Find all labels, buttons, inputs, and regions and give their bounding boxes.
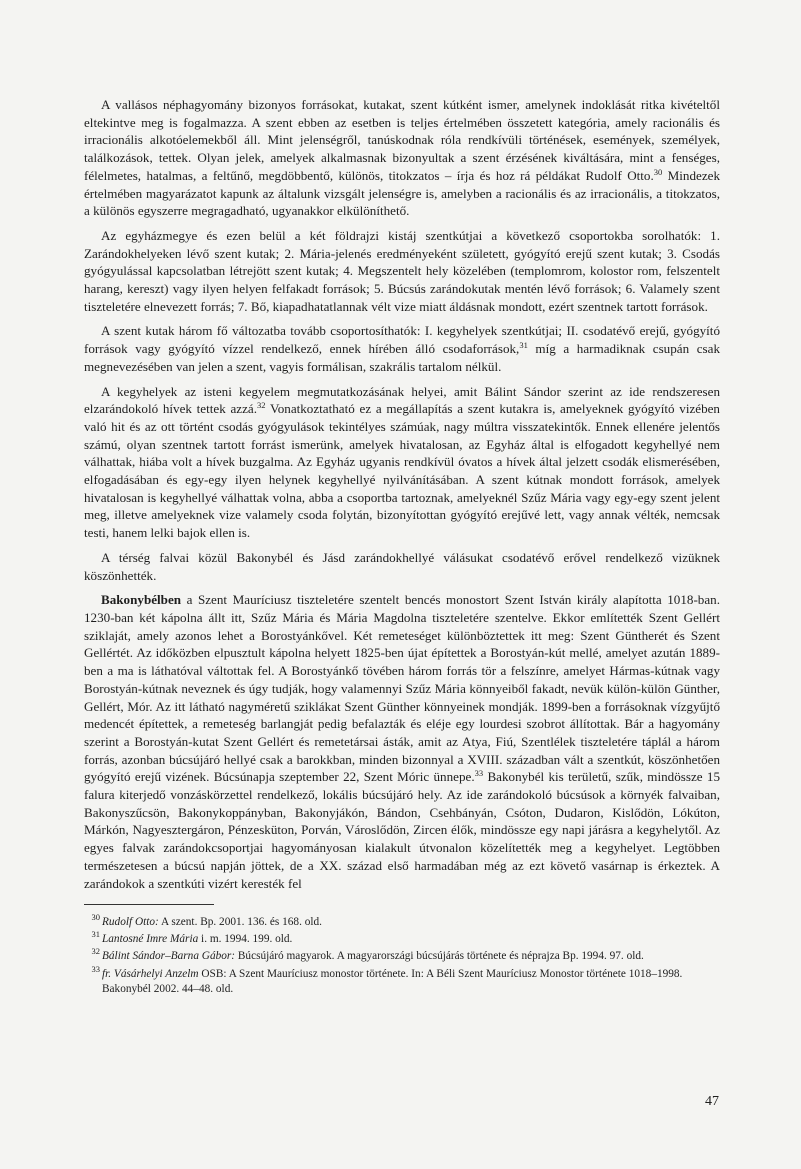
paragraph	[84, 383, 720, 542]
paragraph	[84, 549, 720, 584]
footnote-ref: 31	[519, 340, 528, 351]
footnote-text: OSB: A Szent Mauríciusz monostor története. In: A Béli Szent Mauríciusz Monostor története 1018–1998. Bakonybél 2002. 44–48. old.	[102, 967, 683, 995]
footnote-text: i. m. 1994. 199. old.	[198, 933, 293, 946]
text-run: Vonatkoztatható ez a megállapítás a szent kutakra is, amelyeknek gyógyító vizében való hit és az ott történt csodás gyógyulások tekintélyes számúak, nagy múltra visszatekintők. Ennek ellenére jelentős számú, olyan szentnek tartott forrást ismerünk, amelyek hivatalosan, az Egyház által is elfogadott kegyhellyé nem válhattak, hiába volt a hívek buzgalma. Az Egyház ugyanis rendkívül óvatos a hívek által jelzett csodák elismerésében, elfogadásában és egy-egy ilyen helynek kegyhellyé nyilvánításában. A szent kútnak mondott források, amelyek hivatalosan is kegyhellyé válhattak volna, abba a csoportba tartoznak, amelyeknél Szűz Mária vagy egy-egy szent jelent meg, illetve amelyeknek vize valamely csoda folytán, bizonyítottan gyógyító erejűvé lett, vagy annak vélték, nemcsak testi, hanem lelki bajok ellen is.	[84, 401, 720, 541]
text-run: A vallásos néphagyomány bizonyos forrásokat, kutakat, szent kútként ismer, amelynek indoklását ritka kivételtől eltekintve meg is fogalmazza. A szent ebben az esetben is teljes értelmében összetett kategória, amely racionális és irracionális alkotóelemekből áll. Mint jelenségről, tanúskodnak róla rendkívüli történések, események, személyek, találkozások, tettek. Olyan jelek, amelyek alkalmasnak bizonyultak a szent érzésének kiváltására, mint a fenséges, félelmetes, hatalmas, a feltűnő, megdöbbentő, különös, titokzatos – írja és hoz rá példákat Rudolf Otto.	[84, 97, 720, 183]
footnote-author: Lantosné Imre Mária	[102, 933, 199, 946]
text-run: Mindezek értelmében magyarázatot kapunk az általunk vizsgált jelenségre is, amelyben a racionális és az irracionális, a titokzatos, a különös egyszerre megragadható, ugyanakkor elkülöníthető.	[84, 167, 720, 219]
text-run: Bakonybél kis területű, szűk, mindössze 15 falura kiterjedő vonzáskörzettel rendelkező, lokális búcsújáró hely. Az ide zarándokoló búcsúsok a környék falvaiban, Bakonyszűcsön, Bakonykoppányban, Bakonyjákón, Bándon, Csehbányán, Csóton, Dudaron, Kislődön, Lókúton, Márkón, Nagyesztergáron, Pénzesküton, Porván, Városlődön, Zircen élők, mindössze egy napi járásra a kegyhelytől. Az egyes falvak zarándokcsoportjai hagyományosan kialakult útvonalon közelítették meg a kegyhelyet. Legtöbben természetesen a búcsú napján jöttek, de a XX. század első harmadában még az ezt követő vasárnap is érkeztek. A zarándokok a szentkúti vizért keresték fel	[84, 769, 721, 891]
text-run: Az egyházmegye és ezen belül a két földrajzi kistáj szentkútjai a következő csoportokba sorolhatók: 1. Zarándokhelyeken lévő szent kutak; 2. Mária-jelenés eredményeként született, gyógyító erejű szent kutak; 3. Csodás gyógyulással kapcsolatban létrejött szent kutak; 4. Megszentelt hely közelében (templomrom, kolostor rom, felszentelt harang, kereszt) vagy ilyen helyen felfakadt források; 5. Búcsús zarándokutak mentén lévő források; 6. Valamely szent tiszteletére elnevezett forrás; 7. Bő, kiapadhatatlannak vélt vize miatt áldásnak mondott, ezért szentnek tartott források.	[84, 227, 720, 314]
text-run: A szent kutak három fő változatba tovább csoportosíthatók: I. kegyhelyek szentkútjai; II. csodatévő erejű, gyógyító források vagy gyógyító vízzel rendelkező, ennek hírében álló csodaforrások,	[84, 323, 720, 357]
paragraph	[84, 227, 720, 316]
footnote-author: Bálint Sándor–Barna Gábor:	[102, 950, 236, 963]
footnote-author: Rudolf Otto:	[102, 916, 159, 929]
footnote-ref: 30	[653, 166, 663, 177]
paragraph	[84, 322, 720, 375]
text-run: A térség falvai közül Bakonybél és Jásd zarándokhellyé válásukat csodatévő erővel rendelkező vizüknek köszönhették.	[84, 549, 720, 583]
footnote-divider	[84, 904, 214, 905]
paragraph	[84, 591, 720, 892]
footnote: $^{30}$ Rudolf Otto: A szent. Bp. 2001. 136. és 168. old.	[91, 912, 322, 929]
main-text	[84, 96, 720, 892]
footnote-text: Búcsújáró magyarok. A magyarországi búcsújárás története és néprajza Bp. 1994. 97. old.	[235, 950, 644, 963]
footnote: $^{31}$ Lantosné Imre Mária i. m. 1994. 199. old.	[91, 929, 293, 946]
paragraph	[84, 96, 720, 220]
page-body	[84, 96, 720, 999]
footnote-ref: 33	[474, 768, 484, 779]
footnote-text: A szent. Bp. 2001. 136. és 168. old.	[158, 916, 322, 929]
place-name-bold: Bakonybélben	[101, 592, 182, 608]
footnote-author: fr. Vásárhelyi Anzelm	[102, 967, 199, 980]
footnote: $^{33}$ fr. Vásárhelyi Anzelm OSB: A Szent Mauríciusz monostor története. In: A Béli Szent Mauríciusz Monostor története 1018–1998. Bakonybél 2002. 44–48. old.	[91, 963, 683, 995]
text-run: míg a harmadiknak csupán csak megnevezésében van jelen a szent, vagyis formálisan, szakrális tartalom nélkül.	[84, 341, 720, 374]
footnote: $^{32}$ Bálint Sándor–Barna Gábor: Búcsújáró magyarok. A magyarországi búcsújárás története és néprajza Bp. 1994. 97. old.	[91, 946, 644, 963]
text-run: A kegyhelyek az isteni kegyelem megmutatkozásának helyei, amit Bálint Sándor szerint az ide rendszeresen elzarándokoló hívek tettek azzá.	[84, 383, 720, 417]
text-run: a Szent Mauríciusz tiszteletére szentelt bencés monostort Szent István király alapította 1018-ban. 1230-ban két kápolna állt itt, Szűz Mária és Mária Magdolna tiszteletére szentelve. Ekkor említették Szent Gellért sziklaját, amely azonos lehet a Borostyánkővel. Két remeteséget különböztettek itt meg: Szent Güntherét és Szent Gellértét. Az időközben elpusztult kápolna helyett 1825-ben újat építettek a Borostyán-kút mellé, amelyet azután 1889-ben a ma is láthatóval váltottak fel. A Borostyánkő tövében három forrás tör a felszínre, amelyet Hármas-kútnak vagy Borostyán-kútnak neveznek és úgy tudják, hogy valamennyi Szűz Mária könnyeiből fakadt, nevük külön-külön Günther, Gellért, Mór. Az itt látható nagyméretű sziklákat Szent Günther könnyeinek mondják. 1899-ben a forrásoknak vízgyűjtő medencét építettek, a remeteség barlangját pedig befalazták és eléje egy lourdesi szobrot állítottak. Bár a hagyomány szerint a Borostyán-kutat Szent Gellért és remetetársai ásták, amit az Atya, Fiú, Szentlélek tiszteletére táplál a három forrás, azonban búcsújáró hellyé csak a barokkban, minden bizonnyal a XVIII. században vált a szentkút, köszönhetően gyógyító erejű vizének. Búcsúnapja szeptember 22, Szent Móric ünnepe.	[84, 592, 720, 785]
footnote-ref: 32	[256, 400, 266, 411]
footnotes	[84, 912, 720, 996]
page-number: 47	[705, 1094, 719, 1109]
